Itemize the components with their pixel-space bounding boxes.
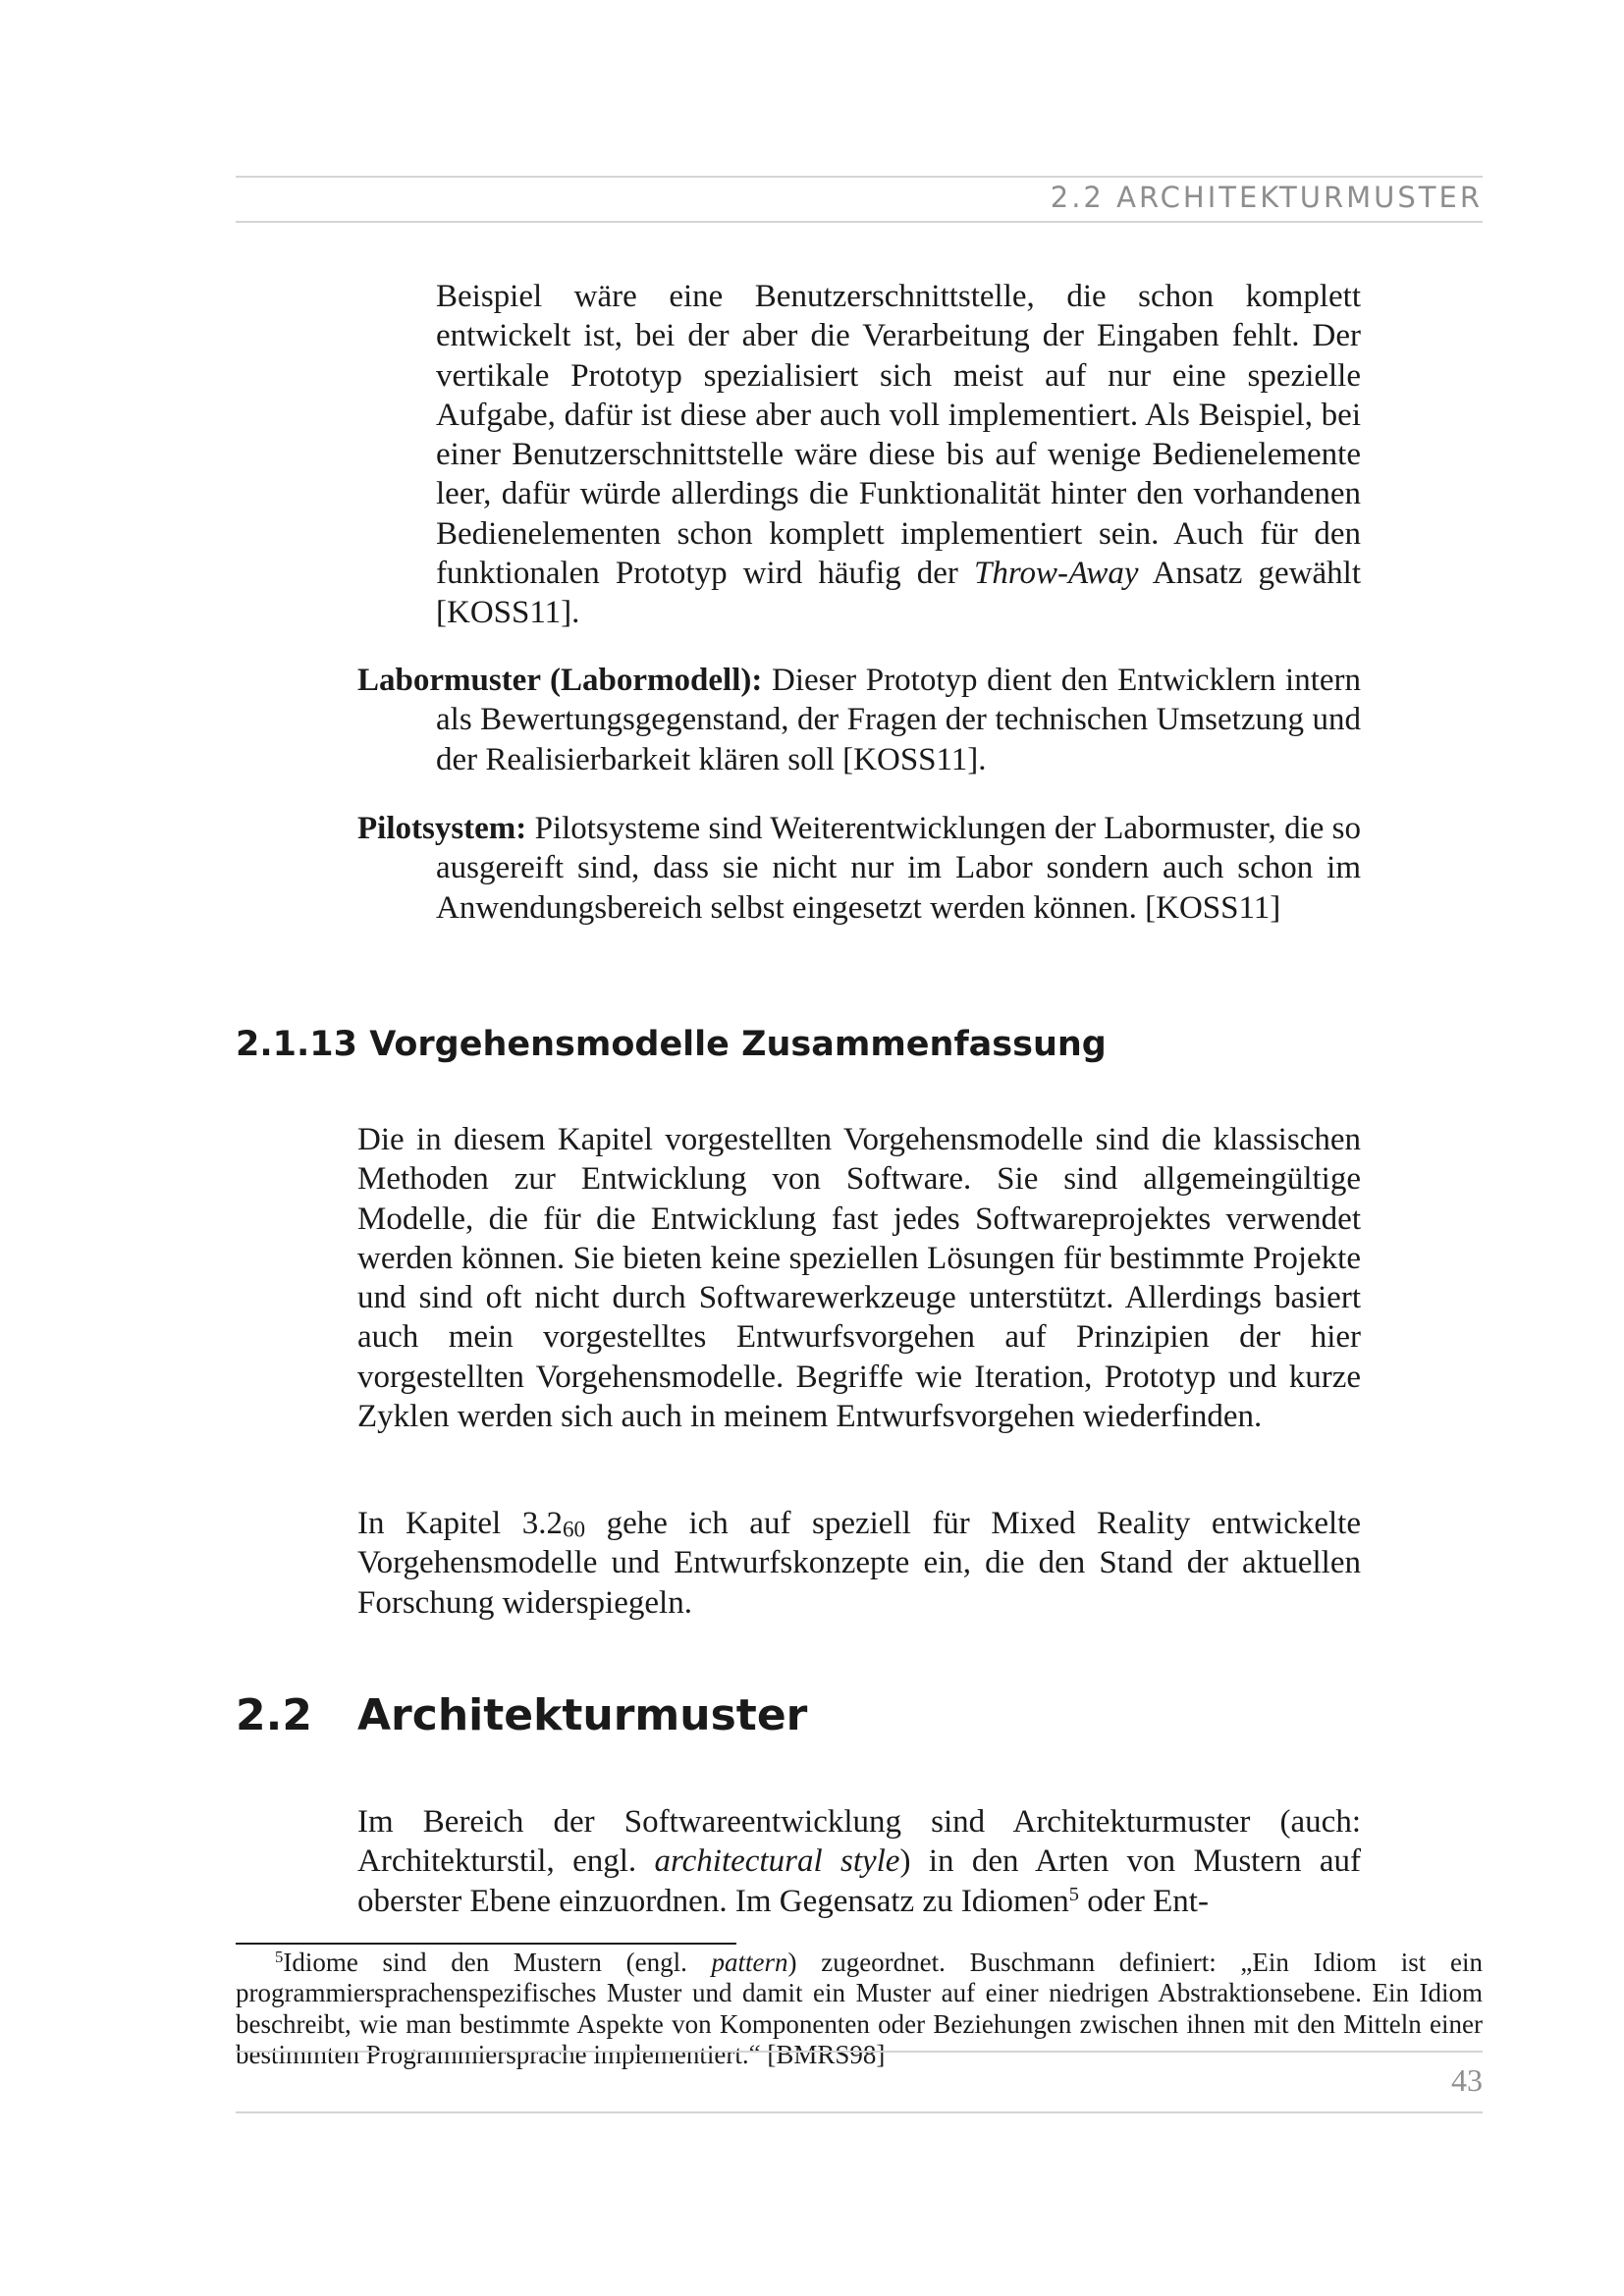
footnote-rule: [236, 1943, 736, 1945]
footer-rule-top: [236, 2051, 1483, 2053]
footnote-5: $^5$Idiome sind den Mustern (engl. pattern) zugeordnet. Buschmann definiert: „Ein Idiom ist ein programmiersprachenspezifisches Muster und damit ein Muster auf einer niedrigen Abstraktionsebene. Ein Idiom beschreibt, wie man bestimmte Aspekte von Komponenten oder Beziehungen zwischen ihnen mit den Mitteln einer bestimmten Programmiersprache implementiert.“ [BMRS98]: [236, 1947, 1483, 2069]
footnote-mark: 5: [275, 1947, 284, 1966]
section-heading: [236, 1686, 807, 1745]
paragraph-vertical-prototype: Beispiel wäre eine Benutzerschnittstelle, die schon komplett entwickelt ist, bei der aber die Verarbeitung der Eingaben fehlt. Der vertikale Prototyp spezialisiert sich meist auf nur eine spezielle Aufgabe, dafür ist diese aber auch voll implementiert. Als Beispiel, bei einer Benutzerschnittstelle wäre diese bis auf wenige Bedienelemente leer, dafür würde allerdings die Funktionalität hinter den vorhandenen Bedienelementen schon komplett implementiert sein. Auch für den funktionalen Prototyp wird häufig der Throw-Away Ansatz gewählt [KOSS11].: [436, 279, 1362, 631]
definition-pilotsystem: Pilotsystem: Pilotsysteme sind Weiterentwicklungen der Labormuster, die so ausgereift sind, dass sie nicht nur im Labor sondern auch schon im Anwendungsbereich selbst eingesetzt werden können. [KOSS11]: [357, 811, 1361, 926]
subsection-heading: [236, 1021, 1107, 1068]
italic-throw-away: Throw-Away: [974, 556, 1139, 592]
footnote-reference[interactable]: 5: [1068, 1883, 1080, 1905]
subsection-number: 2.1.13: [236, 1025, 358, 1064]
page-number: 43: [1451, 2062, 1483, 2098]
running-header: 2.2 ARCHITEKTURMUSTER: [1050, 181, 1483, 214]
definition-term: Pilotsystem:: [357, 811, 527, 846]
definition-labormuster: Labormuster (Labormodell): Dieser Prototyp dient den Entwicklern intern als Bewertungsgegenstand, der Fragen der technischen Umsetzung und der Realisierbarkeit klären soll [KOSS11].: [357, 663, 1362, 777]
chapter-page-reference[interactable]: 60: [562, 1516, 586, 1542]
summary-paragraph-2: In Kapitel $3.2_{60}$ gehe ich auf speziell für Mixed Reality entwickelte Vorgehensmodelle und Entwurfskonzepte ein, die den Stand der aktuellen Forschung widerspiegeln.: [357, 1506, 1361, 1621]
footer-rule-bottom: [236, 2111, 1483, 2113]
subsection-title: Vorgehensmodelle Zusammenfassung: [369, 1025, 1107, 1064]
definition-term: Labormuster (Labormodell):: [357, 663, 763, 698]
section-body-paragraph: Im Bereich der Softwareentwicklung sind Architekturmuster (auch: Architekturstil, engl. architectural style) in den Arten von Mustern auf oberster Ebene einzuordnen. Im Gegensatz zu Idiomen$^5$ oder Ent-: [357, 1804, 1361, 1919]
section-title: Architekturmuster: [357, 1690, 808, 1740]
header-rule-bottom: [236, 221, 1483, 223]
italic-architectural-style: architectural style: [654, 1843, 900, 1880]
italic-pattern: pattern: [711, 1948, 788, 1977]
summary-paragraph-1: Die in diesem Kapitel vorgestellten Vorgehensmodelle sind die klassischen Methoden zur Entwicklung von Software. Sie sind allgemeingültige Modelle, die für die Entwicklung fast jedes Softwareprojektes verwendet werden können. Sie bieten keine speziellen Lösungen für bestimmte Projekte und sind oft nicht durch Softwarewerkzeuge unterstützt. Allerdings basiert auch mein vorgestelltes Entwurfsvorgehen auf Prinzipien der hier vorgestellten Vorgehensmodelle. Begriffe wie Iteration, Prototyp und kurze Zyklen werden sich auch in meinem Entwurfsvorgehen wiederfinden.: [357, 1122, 1361, 1435]
section-number: 2.2: [236, 1690, 312, 1740]
